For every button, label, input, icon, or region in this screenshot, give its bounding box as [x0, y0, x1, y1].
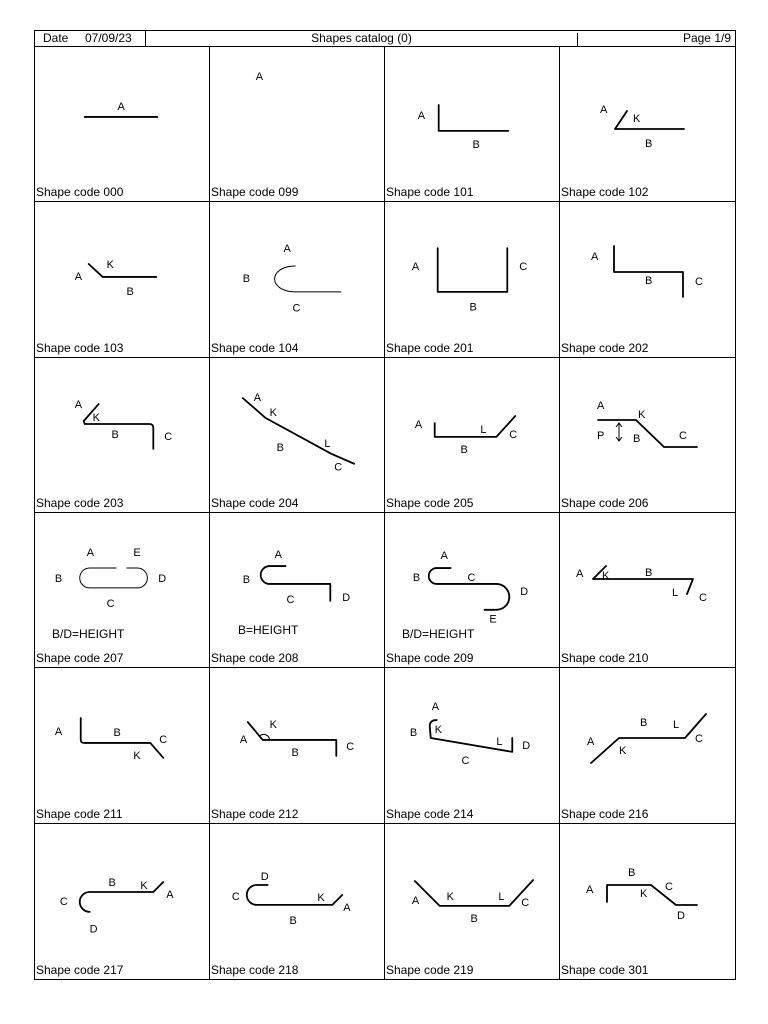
dimension-label: D [522, 740, 531, 753]
dimension-label: B [291, 747, 299, 760]
shape-cell-204 [210, 358, 385, 513]
shape-drawing-218 [210, 824, 384, 949]
dimension-label: A [586, 883, 594, 896]
shape-code-label: Shape code 207 [36, 651, 124, 666]
dimension-label: C [334, 461, 343, 474]
bar-segment [415, 880, 533, 906]
shape-drawing-202 [560, 202, 735, 327]
shape-drawing-000 [35, 47, 209, 172]
dimension-label: P [597, 429, 605, 442]
shape-cell-205 [385, 358, 560, 513]
shape-cell-101 [385, 47, 560, 202]
dimension-label: B [633, 432, 641, 445]
dimension-label: C [699, 591, 707, 604]
dimension-label: K [434, 724, 443, 737]
shape-code-label: Shape code 103 [36, 340, 124, 355]
dimension-label: C [695, 276, 703, 289]
dimension-label: A [440, 550, 448, 563]
page-number: Page 1/9 [682, 31, 731, 45]
dimension-label: K [446, 890, 454, 903]
shape-drawing-104 [210, 202, 384, 327]
shape-drawing-216 [560, 668, 735, 793]
shape-code-label: Shape code 201 [386, 340, 474, 355]
shape-note: B/D=HEIGHT [52, 626, 125, 641]
shape-cell-201 [385, 202, 560, 357]
page-header [34, 30, 736, 47]
dimension-label: L [498, 890, 505, 903]
dimension-label: B [409, 727, 418, 740]
dimension-label: B [289, 914, 297, 927]
dimension-label: C [461, 755, 470, 768]
shape-drawing-103 [35, 202, 209, 327]
dimension-label: L [480, 423, 487, 436]
shape-drawing-301 [560, 824, 735, 949]
dimension-label: C [521, 896, 530, 909]
shape-code-label: Shape code 203 [36, 495, 124, 510]
dimension-label: C [346, 741, 355, 754]
dimension-label: C [679, 429, 687, 442]
dimension-label: C [292, 303, 301, 316]
bar-segment [247, 885, 342, 905]
dimension-label: A [239, 734, 248, 747]
dimension-label: A [74, 398, 83, 411]
dimension-label: K [633, 113, 641, 125]
dimension-label: D [260, 870, 269, 883]
shapes-grid [34, 47, 736, 980]
dimension-label: A [255, 71, 264, 84]
shape-code-label: Shape code 214 [386, 806, 474, 821]
header-divider [577, 33, 578, 46]
shape-drawing-099 [210, 47, 384, 172]
dimension-label: K [317, 891, 325, 904]
shape-code-label: Shape code 205 [386, 495, 474, 510]
shape-code-label: Shape code 208 [211, 651, 299, 666]
bar-segment [435, 416, 516, 437]
shape-code-label: Shape code 219 [386, 962, 474, 977]
date-label: Date [43, 31, 69, 45]
dimension-label: C [164, 430, 173, 443]
bar-segment [243, 398, 354, 464]
shape-drawing-207 [35, 513, 209, 638]
shape-code-label: Shape code 216 [561, 806, 649, 821]
shape-drawing-219 [385, 824, 559, 949]
bar-segment [84, 404, 154, 449]
shape-code-label: Shape code 209 [386, 651, 474, 666]
shape-code-label: Shape code 202 [561, 340, 649, 355]
dimension-label: B [628, 866, 636, 879]
dimension-label: B [645, 138, 653, 150]
dimension-label: C [231, 890, 240, 903]
bar-segment [261, 566, 331, 601]
shape-code-label: Shape code 101 [386, 185, 474, 200]
dimension-label: D [158, 572, 167, 585]
dimension-label: C [509, 428, 518, 441]
shape-drawing-208 [210, 513, 384, 638]
shape-cell-102 [560, 47, 735, 202]
shape-cell-202 [560, 202, 735, 357]
dimension-label: K [133, 750, 141, 763]
dimension-label: B [242, 273, 251, 286]
dimension-label: B [460, 443, 468, 456]
bar-segment [89, 264, 157, 277]
shape-drawing-203 [35, 358, 209, 483]
shape-code-label: Shape code 218 [211, 962, 299, 977]
dimension-label: A [587, 736, 595, 749]
shape-cell-214 [385, 668, 560, 823]
bar-segment [591, 714, 706, 763]
dimension-label: A [411, 261, 420, 274]
dimension-label: A [576, 567, 584, 580]
dimension-label: E [133, 547, 141, 560]
shape-note: B/D=HEIGHT [402, 626, 475, 641]
dimension-label: K [638, 408, 646, 421]
height-arrow-icon [616, 423, 622, 441]
dimension-label: L [324, 437, 331, 450]
dimension-label: K [269, 719, 277, 732]
dimension-label: B [470, 912, 478, 925]
dimension-label: D [677, 909, 685, 922]
dimension-label: B [472, 138, 480, 151]
shape-cell-099 [210, 47, 385, 202]
shape-code-label: Shape code 099 [211, 185, 299, 200]
shape-drawing-204 [210, 358, 384, 483]
shape-code-label: Shape code 104 [211, 340, 299, 355]
shape-cell-301 [560, 824, 735, 979]
shape-cell-206 [560, 358, 735, 513]
dimension-label: C [286, 593, 295, 606]
dimension-label: A [431, 701, 440, 714]
dimension-label: B [640, 717, 648, 730]
shape-cell-209 [385, 513, 560, 668]
dimension-label: K [92, 411, 100, 424]
dimension-label: A [54, 726, 63, 739]
bar-segment [80, 568, 148, 588]
shape-drawing-209 [385, 513, 559, 638]
bar-segment [438, 248, 508, 292]
dimension-label: C [519, 261, 528, 274]
dimension-label: D [342, 591, 351, 604]
shape-note: B=HEIGHT [238, 622, 299, 637]
dimension-label: B [113, 727, 121, 740]
dimension-label: B [111, 428, 119, 441]
shape-cell-219 [385, 824, 560, 979]
shape-cell-203 [35, 358, 210, 513]
shape-cell-103 [35, 202, 210, 357]
dimension-label: B [645, 566, 653, 579]
dimension-label: D [520, 585, 529, 598]
dimension-label: B [276, 441, 284, 454]
bar-segment [275, 266, 342, 292]
shape-cell-217 [35, 824, 210, 979]
shape-cell-216 [560, 668, 735, 823]
dimension-label: B [242, 573, 251, 586]
dimension-label: B [412, 571, 421, 584]
shape-cell-000 [35, 47, 210, 202]
shape-code-label: Shape code 212 [211, 806, 299, 821]
dimension-label: L [496, 736, 503, 749]
bar-segment [80, 879, 164, 912]
dimension-label: K [106, 259, 114, 272]
dimension-label: K [619, 745, 627, 758]
shape-drawing-217 [35, 824, 209, 949]
shape-code-label: Shape code 210 [561, 651, 649, 666]
shape-code-label: Shape code 301 [561, 962, 649, 977]
dimension-label: K [140, 879, 148, 892]
shape-code-label: Shape code 102 [561, 185, 649, 200]
dimension-label: D [89, 923, 98, 936]
shape-cell-207 [35, 513, 210, 668]
dimension-label: B [469, 302, 477, 315]
shape-code-label: Shape code 217 [36, 962, 124, 977]
shape-cell-218 [210, 824, 385, 979]
shape-drawing-101 [385, 47, 559, 172]
shape-code-label: Shape code 211 [36, 806, 123, 821]
dimension-label: B [645, 275, 653, 288]
dimension-label: K [602, 569, 610, 582]
dimension-label: K [269, 406, 277, 419]
shape-drawing-201 [385, 202, 559, 327]
catalog-sheet [34, 30, 736, 980]
dimension-label: A [86, 547, 94, 560]
shape-drawing-205 [385, 358, 559, 483]
shape-drawing-214 [385, 668, 559, 793]
dimension-label: C [467, 571, 476, 584]
dimension-label: A [166, 888, 174, 901]
shape-code-label: Shape code 204 [211, 495, 299, 510]
dimension-label: B [54, 572, 63, 585]
dimension-label: A [414, 418, 423, 431]
dimension-label: A [283, 243, 291, 256]
bar-segment [81, 718, 164, 758]
dimension-label: E [489, 613, 497, 626]
dimension-label: A [117, 100, 125, 113]
dimension-label: A [253, 391, 262, 404]
dimension-label: A [417, 109, 426, 122]
bar-segment [615, 111, 684, 129]
bar-segment [614, 246, 683, 297]
dimension-label: A [591, 251, 599, 264]
shape-drawing-211 [35, 668, 209, 793]
dimension-label: C [159, 734, 168, 747]
dimension-label: B [126, 286, 134, 299]
dimension-label: A [600, 104, 608, 116]
shape-cell-211 [35, 668, 210, 823]
date-value: 07/09/23 [85, 31, 132, 45]
shape-cell-210 [560, 513, 735, 668]
shape-drawing-206 [560, 358, 735, 483]
bar-segment [607, 885, 697, 905]
dimension-label: L [672, 586, 679, 599]
dimension-label: C [59, 895, 68, 908]
shape-drawing-212 [210, 668, 384, 793]
page-title: Shapes catalog (0) [311, 31, 412, 45]
shape-code-label: Shape code 206 [561, 495, 649, 510]
dimension-label: A [411, 894, 420, 907]
dimension-label: A [74, 271, 83, 284]
dimension-label: B [108, 876, 116, 889]
dimension-label: A [274, 549, 282, 562]
shape-drawing-102 [560, 47, 735, 172]
shape-cell-104 [210, 202, 385, 357]
dimension-label: L [673, 719, 680, 732]
bar-segment [439, 105, 509, 131]
dimension-label: K [640, 887, 648, 900]
dimension-label: A [343, 901, 351, 914]
shape-cell-212 [210, 668, 385, 823]
dimension-label: A [597, 399, 605, 412]
dimension-label: C [665, 880, 673, 893]
dimension-label: C [106, 597, 115, 610]
shape-drawing-210 [560, 513, 735, 638]
shape-code-label: Shape code 000 [36, 185, 124, 200]
dimension-label: C [695, 733, 703, 746]
shape-cell-208 [210, 513, 385, 668]
